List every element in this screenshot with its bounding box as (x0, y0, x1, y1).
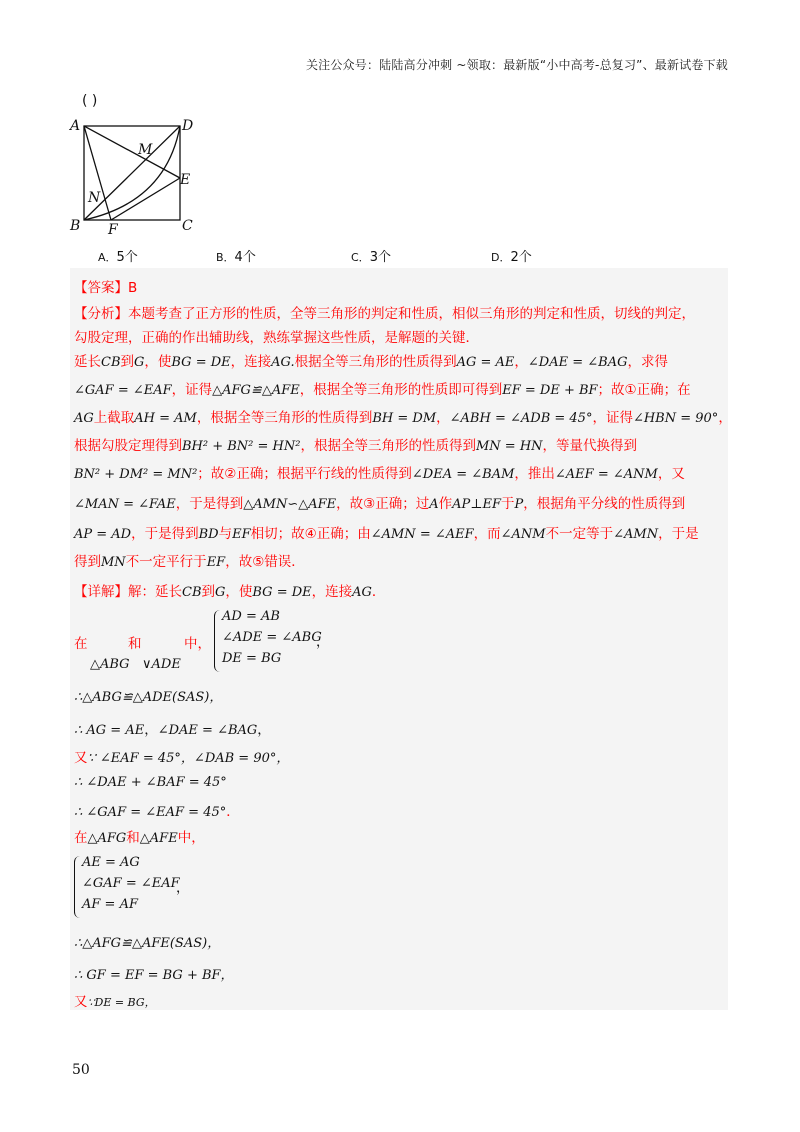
detail-line-8: 在△AFG和△AFE中， (74, 830, 205, 846)
congruence-conditions-1: AD = AB ∠ADE = ∠ABG DE = BG (222, 609, 322, 666)
label-d: D (182, 118, 194, 134)
analysis-line-9: AP = AD，于是得到BD与EF相切；故④正确；由∠AMN = ∠AEF，而∠ANM不一定等于∠AMN，于是 (74, 526, 699, 542)
detail-comma-2: ， (176, 880, 190, 896)
page-number: 50 (72, 1062, 90, 1078)
analysis-line-7: BN² + DM² = MN²；故②正确；根据平行线的性质得到∠DEA = ∠BAM，推出∠AEF = ∠ANM，又 (74, 466, 685, 482)
analysis-line-6: 根据勾股定理得到BH² + BN² = HN²，根据全等三角形的性质得到MN = HN，等量代换得到 (74, 438, 638, 454)
detail-line-3: ∴△ABG≌△ADE(SAS)， (74, 690, 223, 705)
detail-line-5: 又∵ ∠EAF = 45°，∠DAB = 90°， (74, 750, 290, 766)
label-e: E (180, 172, 191, 188)
detail-zhong: 中， (184, 636, 211, 652)
detail-line-7: ∴ ∠GAF = ∠EAF = 45°． (74, 804, 240, 820)
analysis-line-5: AG上截取AH = AM，根据全等三角形的性质得到BH = DM，∠ABH = ∠ADB = 45°，证得∠HBN = 90°， (74, 410, 732, 426)
detail-triangle-ade: ∨ADE (142, 657, 181, 672)
geometry-figure (66, 112, 206, 237)
analysis-line-1: 【分析】本题考查了正方形的性质，全等三角形的判定和性质，相似三角形的判定和性质，切线的判定， (74, 306, 695, 322)
system-brace-1 (214, 610, 221, 672)
detail-he: 和 (128, 636, 142, 652)
square-diagram (66, 112, 206, 237)
detail-line-10: ∴△AFG≌△AFE(SAS)， (74, 936, 221, 951)
detail-comma-1: ， (316, 634, 330, 650)
detail-line-6: ∴ ∠DAE + ∠BAF = 45° (74, 775, 227, 790)
option-c[interactable]: C．3个 (351, 250, 391, 265)
label-b: B (70, 218, 81, 234)
analysis-line-4: ∠GAF = ∠EAF，证得△AFG≌△AFE，根据全等三角形的性质即可得到EF = DE + BF；故①正确；在 (74, 382, 691, 398)
option-d[interactable]: D．2个 (491, 250, 532, 265)
detail-line-1: 【详解】解：延长CB到G，使BG = DE，连接AG． (74, 584, 386, 600)
label-n: N (88, 190, 101, 206)
page-header: 关注公众号：陆陆高分冲刺 ~领取：最新版“小中高考-总复习”、最新试卷下载 (305, 58, 728, 72)
detail-line-11: ∴ GF = EF = BG + BF， (74, 968, 234, 983)
detail-triangle-abg: △ABG (90, 657, 130, 672)
answer-line: 【答案】B (74, 280, 138, 296)
label-f: F (108, 222, 118, 237)
label-a: A (70, 118, 81, 134)
option-b[interactable]: B．4个 (216, 250, 256, 265)
label-c: C (182, 218, 193, 234)
option-a[interactable]: A．5个 (98, 250, 138, 265)
analysis-line-2: 勾股定理，正确的作出辅助线，熟练掌握这些性质，是解题的关键． (74, 330, 479, 346)
label-m: M (138, 142, 153, 158)
detail-line-4: ∴ AG = AE，∠DAE = ∠BAG， (74, 722, 271, 738)
analysis-line-3: 延长CB到G，使BG = DE，连接AG.根据全等三角形的性质得到AG = AE，∠DAE = ∠BAG，求得 (74, 354, 668, 370)
analysis-line-10: 得到MN不一定平行于EF，故⑤错误． (74, 554, 305, 570)
analysis-line-8: ∠MAN = ∠FAE，于是得到△AMN∽△AFE，故③正确；过A作AP⊥EF于P，根据角平分线的性质得到 (74, 496, 686, 512)
system-brace-2 (74, 856, 81, 918)
detail-line-12: 又∵DE = BG， (74, 994, 156, 1010)
question-bracket: ( ) (82, 93, 98, 109)
detail-zai: 在 (74, 636, 88, 652)
congruence-conditions-2: AE = AG ∠GAF = ∠EAF AF = AF (82, 855, 180, 912)
